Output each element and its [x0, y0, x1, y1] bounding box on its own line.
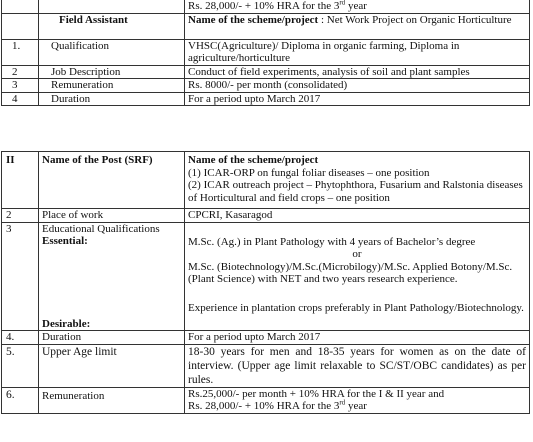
table-row [2, 92, 530, 106]
row-label: Place of work [39, 209, 185, 223]
row-label: Remuneration [39, 79, 185, 93]
row-number: 3 [2, 79, 39, 93]
previous-remuneration-line: Rs. 28,000/- + 10% HRA for the 3rd year [185, 0, 530, 13]
field-assistant-table [1, 0, 530, 106]
row-value: Rs. 8000/- per month (consolidated) [185, 79, 530, 93]
row-number: 6. [2, 387, 39, 413]
row-number: 4 [2, 92, 39, 106]
table-row [2, 79, 530, 93]
row-number: 5. [2, 344, 39, 387]
row-label: Job Description [39, 65, 185, 79]
row-number: 3 [2, 222, 39, 331]
row-number: 4. [2, 331, 39, 345]
row-label: Remuneration [39, 387, 185, 413]
row-number: 1. [2, 39, 39, 65]
table-row [2, 344, 530, 387]
row-value: For a period upto March 2017 [185, 92, 530, 106]
post-title: Name of the Post (SRF) [39, 152, 185, 209]
qualification-labels: Educational Qualifications Essential: Desirable: [39, 222, 185, 331]
row-label: Duration [39, 92, 185, 106]
row-number: 2 [2, 209, 39, 223]
table-row [2, 387, 530, 413]
row-value: Conduct of field experiments, analysis of soil and plant samples [185, 65, 530, 79]
table-row [2, 209, 530, 223]
row-value: CPCRI, Kasaragod [185, 209, 530, 223]
table-row [2, 0, 530, 13]
table-row [2, 331, 530, 345]
remuneration-value: Rs.25,000/- per month + 10% HRA for the I & II year and Rs. 28,000/- + 10% HRA for the 3rd year [185, 387, 530, 413]
post-title: Field Assistant [39, 13, 185, 39]
row-label: Upper Age limit [39, 344, 185, 387]
row-value: 18-30 years for men and 18-35 years for women as on the date of interview. (Upper age limit relaxable to SC/ST/OBC candidates) as per rules. [185, 344, 530, 387]
scheme-name: Name of the scheme/project : Net Work Project on Organic Horticulture [185, 13, 530, 39]
table-header-row [2, 13, 530, 39]
table-header-row [2, 152, 530, 209]
row-label: Qualification [39, 39, 185, 65]
qualification-details: M.Sc. (Ag.) in Plant Pathology with 4 years of Bachelor’s degree or M.Sc. (Biotechnology)/M.Sc.(Microbilogy)/M.Sc. Applied Botony/M.Sc. (Plant Science) with NET and two years research experience. Experience in plantation crops preferably in Plant Pathology/Biotechnology. [185, 222, 530, 331]
srf-table [1, 151, 530, 414]
row-number: 2 [2, 65, 39, 79]
scheme-list: Name of the scheme/project (1) ICAR-ORP on fungal foliar diseases – one position (2) ICAR outreach project – Phytophthora, Fusarium and Ralstonia diseases of Horticultural and field crops – one position [185, 152, 530, 209]
row-value: For a period upto March 2017 [185, 331, 530, 345]
table-row [2, 222, 530, 331]
section-number: II [2, 152, 39, 209]
table-row [2, 39, 530, 65]
row-value: VHSC(Agriculture)/ Diploma in organic farming, Diploma in agriculture/horticulture [185, 39, 530, 65]
table-row [2, 65, 530, 79]
row-label: Duration [39, 331, 185, 345]
